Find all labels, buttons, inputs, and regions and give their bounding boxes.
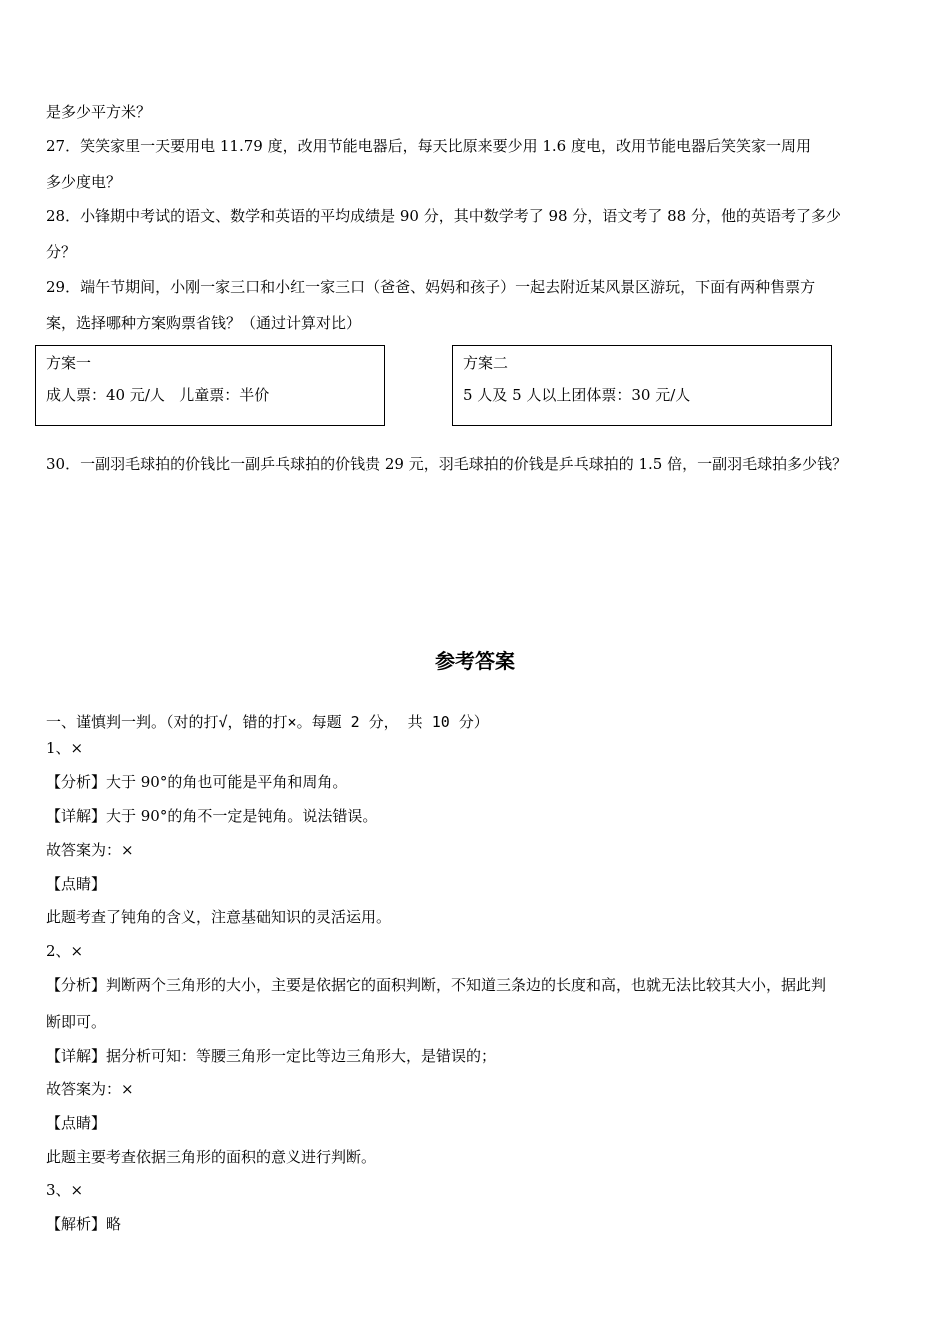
- answer-2-result: 故答案为：×: [46, 1080, 134, 1098]
- answer-3-number: 3、×: [46, 1181, 84, 1199]
- answer-3-explanation: 【解析】略: [46, 1215, 122, 1233]
- answer-2-number: 2、×: [46, 942, 84, 960]
- answer-2-analysis-line-2: 断即可。: [46, 1013, 107, 1031]
- answer-1-result: 故答案为：×: [46, 841, 134, 859]
- answer-2-detail: 【详解】据分析可知：等腰三角形一定比等边三角形大，是错误的；: [46, 1047, 497, 1065]
- answer-2-tip: 此题主要考查依据三角形的面积的意义进行判断。: [46, 1148, 377, 1166]
- answer-2-tip-label: 【点睛】: [46, 1114, 107, 1132]
- question-27-line-2: 多少度电？: [46, 173, 122, 191]
- plan-box-2: [452, 345, 832, 426]
- section-1-heading: 一、谨慎判一判。（对的打√，错的打×。每题 2 分， 共 10 分）: [46, 713, 489, 731]
- question-30: 30．一副羽毛球拍的价钱比一副乒乓球拍的价钱贵 29 元，羽毛球拍的价钱是乒乓球拍的 1.5 倍，一副羽毛球拍多少钱？: [46, 455, 848, 473]
- question-28-line-1: 28．小锋期中考试的语文、数学和英语的平均成绩是 90 分，其中数学考了 98 分，语文考了 88 分，他的英语考了多少: [46, 207, 841, 225]
- question-28-line-2: 分？: [46, 243, 77, 261]
- answer-2-analysis-line-1: 【分析】判断两个三角形的大小，主要是依据它的面积判断，不知道三条边的长度和高，也就无法比较其大小，据此判: [46, 976, 827, 994]
- plan-1-title: 方案一: [46, 354, 92, 372]
- plan-2-detail: 5 人及 5 人以上团体票：30 元/人: [463, 386, 691, 404]
- question-27-line-1: 27．笑笑家里一天要用电 11.79 度，改用节能电器后，每天比原来要少用 1.6 度电，改用节能电器后笑笑家一周用: [46, 137, 811, 155]
- answer-1-analysis: 【分析】大于 90°的角也可能是平角和周角。: [46, 773, 348, 791]
- answer-1-detail: 【详解】大于 90°的角不一定是钝角。说法错误。: [46, 807, 378, 825]
- question-29-line-2: 案，选择哪种方案购票省钱？（通过计算对比）: [46, 314, 362, 332]
- plan-box-1: [35, 345, 385, 426]
- answers-title: 参考答案: [435, 649, 515, 673]
- question-29-line-1: 29．端午节期间，小刚一家三口和小红一家三口（爸爸、妈妈和孩子）一起去附近某风景区游玩，下面有两种售票方: [46, 278, 816, 296]
- answer-1-tip: 此题考查了钝角的含义，注意基础知识的灵活运用。: [46, 908, 392, 926]
- answer-1-number: 1、×: [46, 739, 84, 757]
- question-26-end: 是多少平方米？: [46, 103, 152, 121]
- plan-1-detail: 成人票：40 元/人 儿童票：半价: [46, 386, 270, 404]
- plan-2-title: 方案二: [463, 354, 509, 372]
- answer-1-tip-label: 【点睛】: [46, 875, 107, 893]
